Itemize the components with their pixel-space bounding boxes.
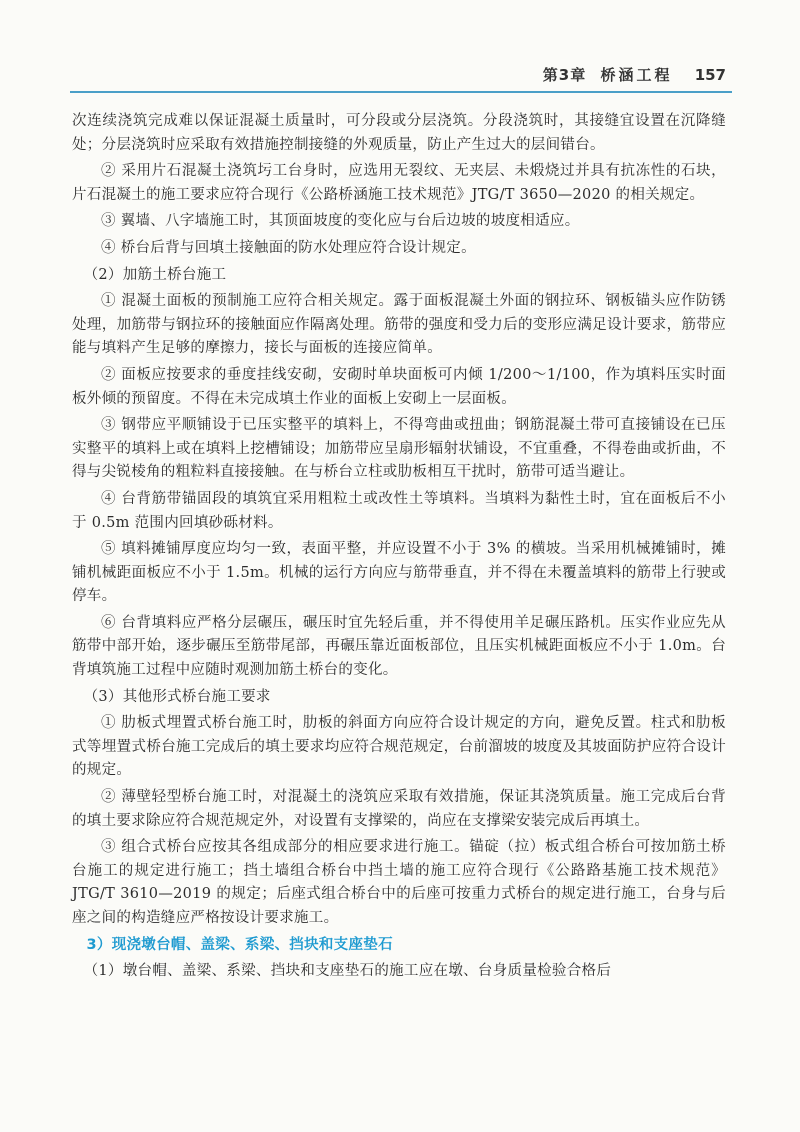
subheading-other-abutments: （3）其他形式桥台施工要求 <box>83 688 271 705</box>
section-heading-cast-in-place-caps: 3）现浇墩台帽、盖梁、系梁、挡块和支座垫石 <box>86 936 393 953</box>
paragraph-item-4-anchor-fill: ④ 台背筋带锚固段的填筑宜采用粗粒土或改性土等填料。当填料为黏性土时，宜在面板后不小于 0.5m 范围内回填砂砾材料。 <box>72 490 726 531</box>
paragraph-item-2-rubble-concrete: ② 采用片石混凝土浇筑圬工台身时，应选用无裂纹、无夹层、未煅烧过并具有抗冻性的石块，片石混凝土的施工要求应符合现行《公路桥涵施工技术规范》JTG/T 3650—2020 的相关规定。 <box>72 163 726 203</box>
paragraph-item-4-waterproofing: ④ 桥台后背与回填土接触面的防水处理应符合设计规定。 <box>101 239 476 256</box>
paragraph-continuation: 次连续浇筑完成难以保证混凝土质量时，可分段或分层浇筑。分段浇筑时，其接缝宜设置在沉降缝处；分层浇筑时应采取有效措施控制接缝的外观质量，防止产生过大的层间错台。 <box>72 113 726 153</box>
header-divider <box>70 91 732 93</box>
running-header <box>430 64 726 85</box>
paragraph-item-3-steel-strip: ③ 钢带应平顺铺设于已压实整平的填料上，不得弯曲或扭曲；钢筋混凝土带可直接铺设在已压实整平的填料上或在填料上挖槽铺设；加筋带应呈扇形辐射状铺设，不宜重叠，不得卷曲或折曲，不得与尖锐棱角的粗粒料直接接触。在与桥台立柱或肋板相互干扰时，筋带可适当避让。 <box>72 417 726 481</box>
chapter-label: 第3章 <box>542 66 587 84</box>
page-header <box>0 48 800 88</box>
paragraph-item-3-wing-walls: ③ 翼墙、八字墙施工时，其顶面坡度的变化应与台后边坡的坡度相适应。 <box>101 213 580 230</box>
paragraph-item-2-panel-install: ② 面板应按要求的垂度挂线安砌，安砌时单块面板可内倾 1/200～1/100，作为填料压实时面板外倾的预留度。不得在未完成填土作业的面板上安砌上一层面板。 <box>72 366 726 407</box>
paragraph-item-2-thin-wall-abutment: ② 薄壁轻型桥台施工时，对混凝土的浇筑应采取有效措施，保证其浇筑质量。施工完成后台背的填土要求除应符合规范规定外，对设置有支撑梁的，尚应在支撑梁安装完成后再填土。 <box>72 789 726 829</box>
paragraph-item-3-composite-abutment: ③ 组合式桥台应按其各组成部分的相应要求进行施工。锚碇（拉）板式组合桥台可按加筋土桥台施工的规定进行施工；挡土墙组合桥台中挡土墙的施工应符合现行《公路路基施工技术规范》JTG/T 3610—2019 的规定；后座式组合桥台中的后座可按重力式桥台的规定进行施工，台身与后座之间的构造缝应严格按设计要求施工。 <box>72 839 726 926</box>
page-body <box>72 110 726 984</box>
paragraph-item-1-rib-abutment: ① 肋板式埋置式桥台施工时，肋板的斜面方向应符合设计规定的方向，避免反置。柱式和肋板式等埋置式桥台施工完成后的填土要求均应符合规范规定，台前溜坡的坡度及其坡面防护应符合设计的规定。 <box>72 715 726 779</box>
subheading-reinforced-earth-abutment: （2）加筋土桥台施工 <box>83 266 227 283</box>
section-title: 桥涵工程 <box>600 66 673 84</box>
paragraph-cap-construction: （1）墩台帽、盖梁、系梁、挡块和支座垫石的施工应在墩、台身质量检验合格后 <box>83 963 612 980</box>
page-number: 157 <box>694 66 726 84</box>
paragraph-item-5-fill-spreading: ⑤ 填料摊铺厚度应均匀一致，表面平整，并应设置不小于 3% 的横坡。当采用机械摊铺时，摊铺机械距面板应不小于 1.5m。机械的运行方向应与筋带垂直，并不得在未覆盖填料的筋带上行驶或停车。 <box>72 541 726 605</box>
paragraph-item-6-compaction: ⑥ 台背填料应严格分层碾压，碾压时宜先轻后重，并不得使用羊足碾压路机。压实作业应先从筋带中部开始，逐步碾压至筋带尾部，再碾压靠近面板部位，且压实机械距面板应不小于 1.0m。台背填筑施工过程中应随时观测加筋土桥台的变化。 <box>72 614 726 679</box>
paragraph-item-1-panel-precast: ① 混凝土面板的预制施工应符合相关规定。露于面板混凝土外面的钢拉环、钢板锚头应作防锈处理，加筋带与钢拉环的接触面应作隔离处理。筋带的强度和受力后的变形应满足设计要求，筋带应能与填料产生足够的摩擦力，接长与面板的连接应简单。 <box>72 293 726 357</box>
